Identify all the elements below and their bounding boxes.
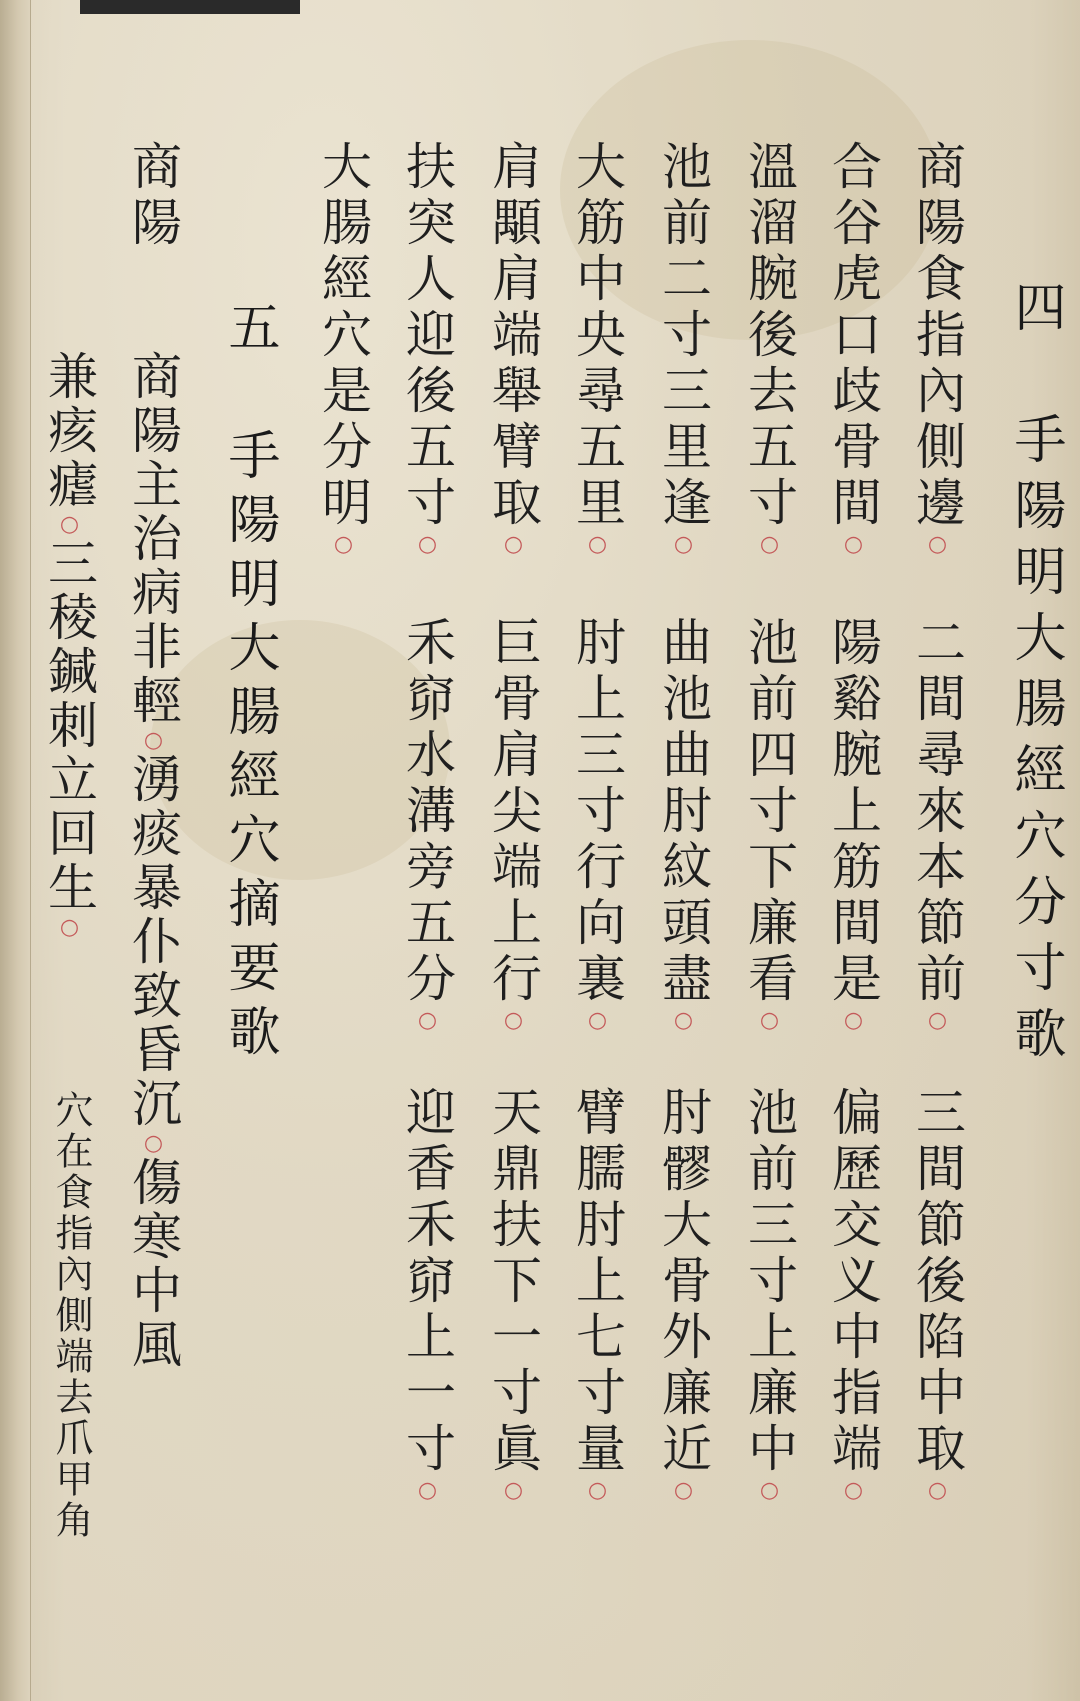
- circle-mark-icon: ○: [57, 915, 82, 940]
- verse-middle-5: 肘上三寸行向裏○: [568, 616, 626, 1033]
- verse-middle-2: 陽谿腕上筋間是○: [824, 616, 882, 1033]
- circle-mark-icon: ○: [925, 532, 950, 557]
- acupoint-heading: 商陽: [124, 140, 182, 252]
- verse-lower-4: 肘髎大骨外廉近○: [654, 1086, 712, 1503]
- circle-mark-icon: ○: [501, 1478, 526, 1503]
- verse-middle-6: 巨骨肩尖端上行○: [484, 616, 542, 1033]
- circle-mark-icon: ○: [671, 1478, 696, 1503]
- circle-mark-icon: ○: [585, 1478, 610, 1503]
- verse-middle-4: 曲池曲肘紋頭盡○: [654, 616, 712, 1033]
- section5-title: 五 手陽明大腸經穴摘要歌: [219, 300, 279, 1068]
- verse-lower-1: 三間節後陷中取○: [908, 1086, 966, 1503]
- circle-mark-icon: ○: [841, 1008, 866, 1033]
- circle-mark-icon: ○: [671, 532, 696, 557]
- verse-upper-3: 溫溜腕後去五寸○: [740, 140, 798, 557]
- circle-mark-icon: ○: [925, 1478, 950, 1503]
- circle-mark-icon: ○: [841, 1478, 866, 1503]
- verse-upper-5: 大筋中央尋五里○: [568, 140, 626, 557]
- verse-lower-2: 偏歷交义中指端○: [824, 1086, 882, 1503]
- circle-mark-icon: ○: [585, 1008, 610, 1033]
- circle-mark-icon: ○: [331, 532, 356, 557]
- page-binding-edge: [0, 0, 31, 1701]
- verse-upper-1: 商陽食指內側邊○: [908, 140, 966, 557]
- circle-mark-icon: ○: [757, 1008, 782, 1033]
- verse-upper-2: 合谷虎口歧骨間○: [824, 140, 882, 557]
- circle-mark-icon: ○: [415, 1008, 440, 1033]
- circle-mark-icon: ○: [501, 1008, 526, 1033]
- circle-mark-icon: ○: [141, 1131, 166, 1156]
- circle-mark-icon: ○: [757, 1478, 782, 1503]
- verse-upper-8: 大腸經穴是分明○: [314, 140, 372, 557]
- circle-mark-icon: ○: [841, 532, 866, 557]
- verse-upper-6: 肩顒肩端舉臂取○: [484, 140, 542, 557]
- verse-lower-7: 迎香禾窌上一寸○: [398, 1086, 456, 1503]
- verse-lower-5: 臂臑肘上七寸量○: [568, 1086, 626, 1503]
- summary-verse-2: 兼痎瘧○三稜鍼刺立回生○: [40, 350, 98, 940]
- top-dark-strip: [80, 0, 300, 14]
- verse-middle-3: 池前四寸下廉看○: [740, 616, 798, 1033]
- verse-upper-7: 扶突人迎後五寸○: [398, 140, 456, 557]
- verse-middle-7: 禾窌水溝旁五分○: [398, 616, 456, 1033]
- circle-mark-icon: ○: [415, 532, 440, 557]
- summary-verse-1: 商陽主治病非輕○湧痰暴仆致昏沉○傷寒中風: [124, 350, 182, 1372]
- section4-title: 四 手陽明大腸經穴分寸歌: [1005, 280, 1065, 1072]
- acupoint-location-note: 穴在食指內側端去爪甲角: [49, 1090, 93, 1541]
- circle-mark-icon: ○: [501, 532, 526, 557]
- verse-middle-1: 二間尋來本節前○: [908, 616, 966, 1033]
- verse-lower-3: 池前三寸上廉中○: [740, 1086, 798, 1503]
- circle-mark-icon: ○: [415, 1478, 440, 1503]
- circle-mark-icon: ○: [57, 512, 82, 537]
- verse-upper-4: 池前二寸三里逢○: [654, 140, 712, 557]
- circle-mark-icon: ○: [141, 728, 166, 753]
- circle-mark-icon: ○: [671, 1008, 696, 1033]
- circle-mark-icon: ○: [585, 532, 610, 557]
- circle-mark-icon: ○: [757, 532, 782, 557]
- verse-lower-6: 天鼎扶下一寸眞○: [484, 1086, 542, 1503]
- circle-mark-icon: ○: [925, 1008, 950, 1033]
